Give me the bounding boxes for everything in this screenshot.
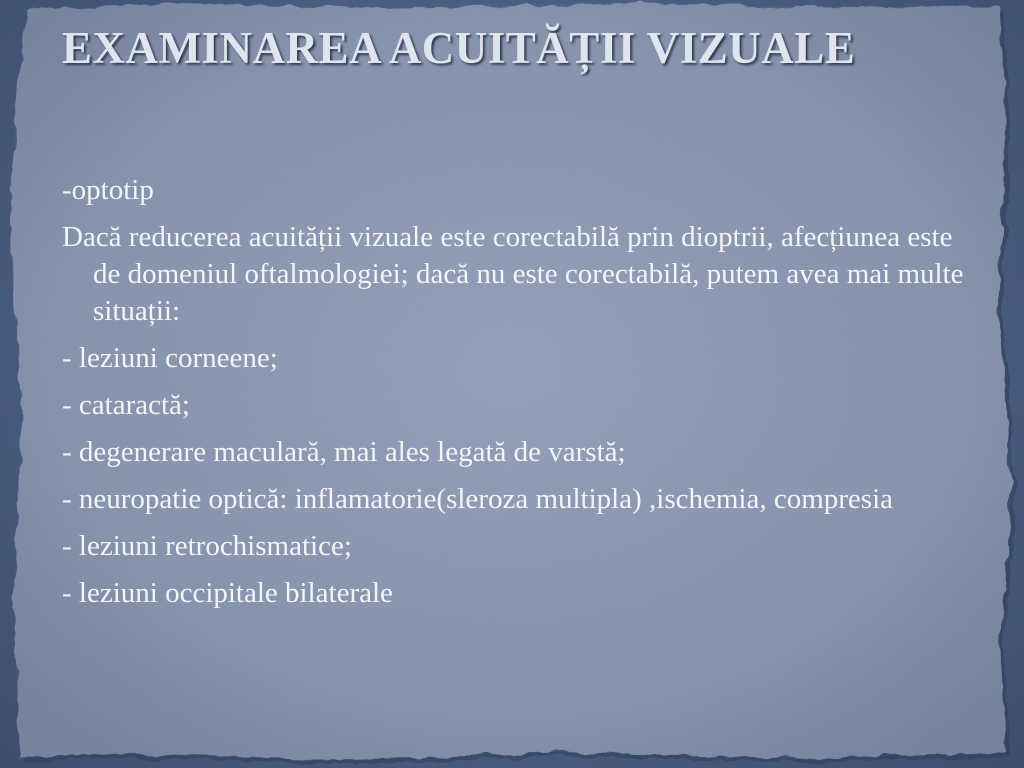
- slide-title: EXAMINAREA ACUITĂȚII VIZUALE: [62, 23, 856, 73]
- list-item-occipital-lesions: - leziuni occipitale bilaterale: [62, 577, 393, 609]
- list-item-optic-neuropathy: - neuropatie optică: inflamatorie(sleroza multipla) ,ischemia, compresia: [62, 483, 894, 515]
- list-item-macular-degeneration: - degenerare maculară, mai ales legată de varstă;: [62, 436, 626, 468]
- slide-body: [62, 172, 972, 622]
- body-paragraph-intro: Dacă reducerea acuității vizuale este corectabilă prin dioptrii, afecțiunea este de domeniul oftalmologiei; dacă nu este corectabilă, putem avea mai multe situații:: [62, 221, 964, 327]
- body-line-optotip: -optotip: [62, 174, 154, 206]
- list-item-cataract: - cataractă;: [62, 389, 190, 421]
- list-item-retrochiasmatic-lesions: - leziuni retrochismatice;: [62, 530, 352, 562]
- list-item-corneal-lesions: - leziuni corneene;: [62, 342, 278, 374]
